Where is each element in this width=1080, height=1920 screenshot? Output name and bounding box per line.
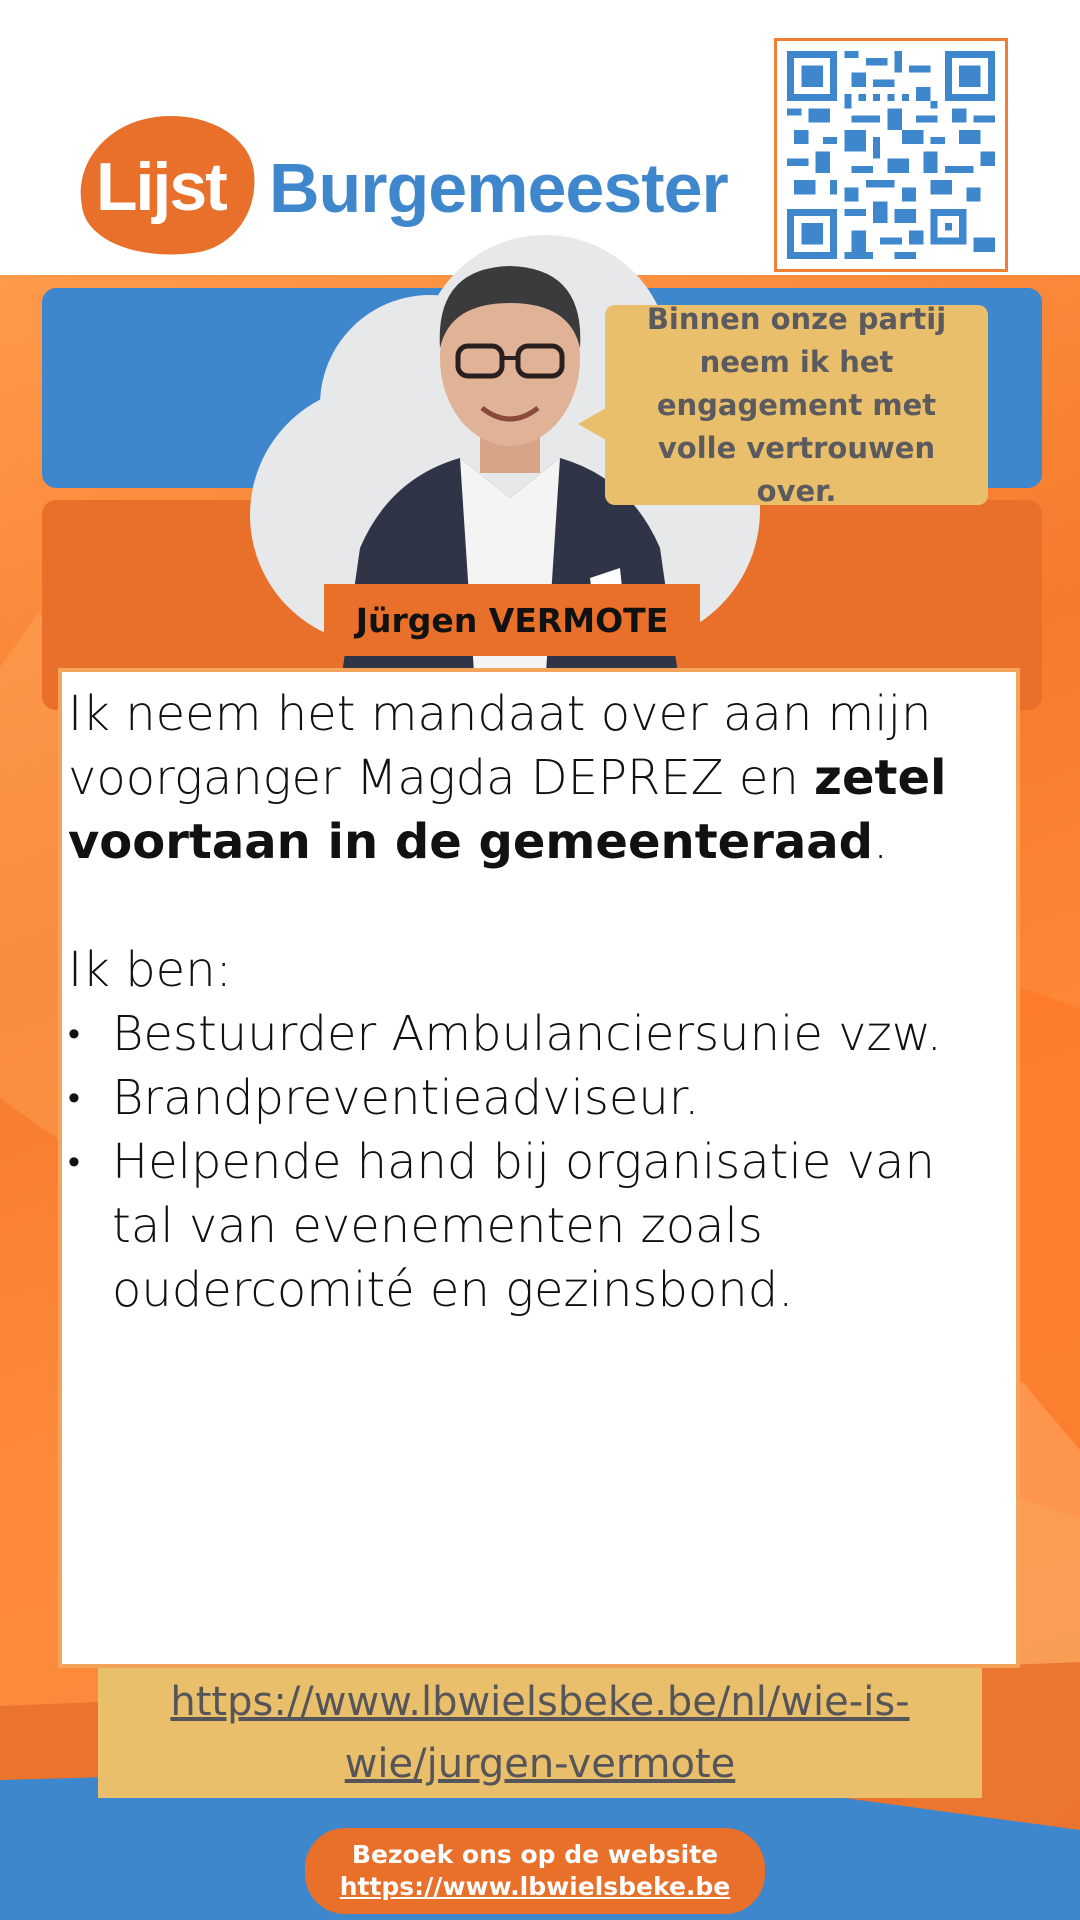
logo-lijst-text: Lijst <box>96 149 226 225</box>
list-item: • Bestuurder Ambulanciersunie vzw. <box>68 1002 1008 1066</box>
candidate-name: Jürgen VERMOTE <box>324 584 700 656</box>
website-link[interactable]: https://www.lbwielsbeke.be <box>339 1872 731 1901</box>
role-list <box>68 1002 1008 1322</box>
quote-bubble: Binnen onze partij neem ik het engagement met volle vertrouwen over. <box>605 305 988 505</box>
visit-label: Bezoek ons op de website <box>351 1840 719 1869</box>
qr-code[interactable] <box>774 38 1008 272</box>
intro-highlight: zetel voortaan in de gemeenteraad <box>68 750 947 870</box>
bio-card <box>58 668 1020 1668</box>
profile-link[interactable]: https://www.lbwielsbeke.be/nl/wie-is-wie/jurgen-vermote <box>98 1668 982 1798</box>
visit-website-button[interactable] <box>305 1828 765 1914</box>
list-item: • Helpende hand bij organisatie van tal van evenementen zoals oudercomité en gezinsbond. <box>68 1130 1008 1322</box>
speech-bubble-tail <box>578 408 606 440</box>
intro-end: . <box>873 814 889 870</box>
qr-code-icon <box>787 51 995 259</box>
logo-burgemeester-text: Burgemeester <box>269 149 728 227</box>
list-title: Ik ben: <box>68 942 232 998</box>
paragraph-gap <box>68 874 1008 938</box>
list-item: • Brandpreventieadviseur. <box>68 1066 1008 1130</box>
bio-text <box>68 682 1008 1322</box>
intro-text: Ik neem het mandaat over aan mijn voorganger Magda DEPREZ en <box>68 686 932 806</box>
intro-paragraph <box>68 682 1008 874</box>
